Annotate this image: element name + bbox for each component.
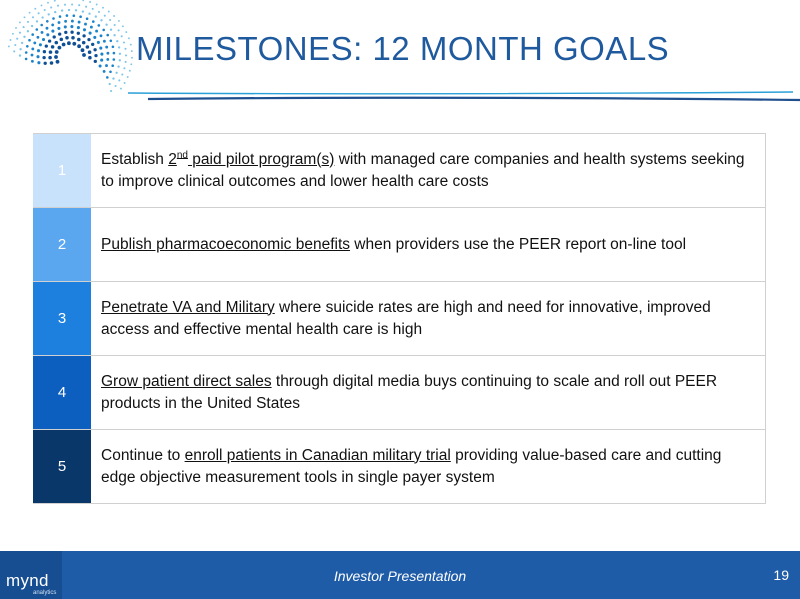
milestone-row	[33, 282, 766, 356]
logo-dot	[88, 50, 92, 54]
logo-dot	[43, 50, 46, 53]
logo-dot	[46, 33, 49, 36]
logo-dot	[67, 41, 71, 45]
logo-dot	[84, 23, 87, 26]
logo-dot	[64, 25, 67, 28]
logo-dot	[27, 30, 29, 32]
logo-dot	[115, 85, 117, 87]
logo-dot	[110, 40, 113, 43]
logo-dot	[28, 39, 31, 42]
logo-dot	[46, 20, 49, 23]
logo-dot	[44, 62, 47, 65]
logo-dot	[118, 20, 120, 22]
logo-dot	[41, 31, 44, 34]
logo-dot	[29, 12, 31, 14]
logo-dot	[50, 61, 54, 65]
logo-dot	[45, 44, 48, 47]
footer-label: Investor Presentation	[333, 568, 467, 584]
page-number: 19	[773, 567, 789, 583]
milestones-table	[33, 133, 766, 504]
logo-dot	[93, 48, 96, 51]
logo-dot	[106, 58, 109, 61]
logo-dot	[105, 64, 108, 67]
logo-dot	[72, 42, 76, 46]
milestone-row	[33, 356, 766, 430]
logo-dot	[37, 61, 40, 64]
logo-dot	[93, 36, 96, 39]
logo-dot	[100, 53, 103, 56]
logo-dot	[26, 45, 29, 48]
logo-dot	[8, 45, 10, 47]
logo-dot	[122, 25, 124, 27]
logo-dot	[33, 41, 36, 44]
logo-dot	[23, 36, 25, 38]
logo-dot	[75, 9, 77, 11]
logo-dot	[121, 73, 123, 75]
logo-dot	[12, 33, 14, 35]
logo-dot	[89, 32, 92, 35]
logo-dot	[78, 21, 81, 24]
logo-dot	[109, 83, 111, 85]
logo-dot	[64, 4, 66, 6]
logo-dot	[25, 51, 28, 54]
logo-dot	[99, 47, 102, 50]
logo-dot	[131, 57, 133, 59]
logo-dot	[130, 63, 132, 65]
logo-dot	[94, 54, 97, 57]
logo-dot	[55, 41, 59, 45]
dotted-swirl-logo-icon	[0, 0, 135, 92]
logo-dot	[112, 46, 115, 49]
footer-bar	[0, 551, 800, 599]
logo-dot	[82, 41, 86, 45]
logo-dot	[114, 24, 116, 26]
logo-dot	[85, 6, 87, 8]
milestone-text	[91, 208, 766, 281]
logo-dot	[77, 38, 81, 42]
logo-dot	[100, 59, 103, 62]
milestone-number: 3	[33, 282, 91, 355]
logo-dot	[54, 55, 58, 59]
logo-dot	[51, 30, 54, 33]
logo-dot	[42, 56, 45, 59]
milestone-highlight: paid pilot program(s)	[187, 150, 335, 168]
logo-dot	[73, 14, 76, 17]
logo-dot	[77, 26, 80, 29]
logo-dot	[118, 79, 120, 81]
logo-dot	[19, 32, 21, 34]
logo-dot	[105, 46, 108, 49]
logo-dot	[113, 15, 115, 17]
milestone-highlight: nd	[176, 149, 188, 161]
logo-dot	[64, 20, 67, 23]
logo-dot	[48, 39, 51, 42]
logo-dot	[47, 2, 49, 4]
logo-dot	[103, 70, 106, 73]
logo-dot	[51, 45, 55, 49]
logo-dot	[61, 9, 63, 11]
logo-dot	[58, 46, 62, 50]
logo-dot	[97, 41, 100, 44]
logo-dot	[100, 34, 103, 37]
logo-dot	[79, 15, 82, 18]
milestone-row	[33, 208, 766, 282]
logo-dot	[94, 60, 97, 63]
logo-dot	[31, 33, 34, 36]
milestone-text	[91, 430, 766, 503]
logo-dot	[111, 64, 114, 67]
logo-dot	[83, 28, 86, 31]
logo-dot	[88, 56, 92, 60]
logo-dot	[52, 17, 55, 20]
logo-dot	[100, 19, 102, 21]
logo-dot	[118, 46, 120, 48]
logo-dot	[88, 13, 90, 15]
logo-dot	[65, 36, 69, 40]
logo-dot	[96, 4, 98, 6]
logo-dot	[15, 27, 17, 29]
logo-dot	[10, 39, 12, 41]
logo-dot	[92, 20, 95, 23]
logo-dot	[23, 26, 25, 28]
footer-brand: mynd	[6, 571, 49, 590]
logo-dot	[60, 38, 64, 42]
logo-dot	[82, 0, 84, 1]
logo-dot	[54, 0, 56, 2]
logo-dot	[129, 70, 131, 72]
logo-dot	[34, 8, 36, 10]
milestone-text-segment: where suicide rates are high and need for innovative, improved access and effective mental health care is high	[101, 298, 711, 338]
logo-dot	[123, 41, 125, 43]
logo-dot	[82, 10, 84, 12]
logo-dot	[102, 7, 104, 9]
logo-dot	[105, 24, 107, 26]
milestone-text-segment: through digital media buys continuing to scale and roll out PEER products in the United States	[101, 372, 718, 412]
logo-dot	[53, 35, 56, 38]
milestone-text-segment: providing value-based care and cutting edge objective measurement tools in single payer system	[101, 446, 722, 486]
logo-dot	[71, 36, 75, 40]
milestone-highlight: Grow patient direct sales	[101, 372, 272, 390]
milestone-row	[33, 133, 766, 208]
logo-dot	[106, 34, 109, 37]
logo-dot	[120, 88, 122, 90]
logo-dot	[38, 12, 40, 14]
logo-dot	[77, 44, 81, 48]
logo-dot	[109, 71, 112, 74]
logo-dot	[125, 54, 127, 56]
milestone-highlight: Publish pharmacoeconomic benefits	[101, 235, 350, 253]
logo-dot	[95, 15, 97, 17]
logo-dot	[110, 29, 112, 31]
logo-dot	[119, 59, 121, 61]
logo-dot	[58, 21, 61, 24]
milestone-row	[33, 430, 766, 504]
logo-dot	[27, 21, 29, 23]
logo-dot	[99, 64, 102, 67]
logo-dot	[123, 67, 125, 69]
logo-dot	[21, 42, 23, 44]
logo-dot	[81, 48, 85, 52]
logo-dot	[112, 77, 114, 79]
logo-dot	[48, 56, 52, 60]
footer-brand-sub: analytics	[33, 590, 57, 596]
logo-dot	[50, 6, 52, 8]
logo-dot	[36, 55, 39, 58]
logo-dot	[106, 76, 109, 79]
logo-dot	[57, 27, 60, 30]
logo-dot	[31, 47, 34, 50]
logo-dot	[25, 58, 28, 61]
logo-dot	[40, 24, 43, 27]
logo-dot	[118, 29, 120, 31]
logo-dot	[36, 20, 38, 22]
logo-dot	[128, 37, 130, 39]
logo-dot	[91, 43, 94, 46]
logo-dot	[19, 21, 21, 23]
logo-dot	[59, 15, 62, 18]
logo-dot	[90, 26, 93, 29]
logo-dot	[70, 25, 73, 28]
logo-dot	[113, 52, 116, 55]
milestone-text-segment: with managed care companies and health systems seeking to improve clinical outcomes and lower health care costs	[101, 150, 745, 190]
logo-dot	[121, 35, 123, 37]
logo-dot	[31, 25, 33, 27]
logo-dot	[66, 14, 69, 17]
logo-dot	[86, 45, 90, 49]
logo-dot	[113, 58, 116, 61]
logo-dot	[108, 11, 110, 13]
logo-dot	[86, 17, 89, 20]
logo-dot	[127, 76, 129, 78]
logo-dot	[77, 32, 80, 35]
milestone-number: 5	[33, 430, 91, 503]
logo-dot	[78, 4, 80, 6]
logo-dot	[82, 53, 86, 57]
title-underline-divider	[128, 86, 800, 106]
logo-dot	[54, 11, 56, 13]
logo-dot	[115, 72, 117, 74]
logo-dot	[32, 16, 34, 18]
logo-dot	[130, 44, 132, 46]
logo-dot	[41, 4, 43, 6]
logo-dot	[48, 13, 50, 15]
milestone-text	[91, 282, 766, 355]
logo-dot	[42, 38, 45, 41]
milestone-highlight: 2	[168, 150, 177, 168]
milestone-number: 2	[33, 208, 91, 281]
logo-dot	[31, 60, 34, 63]
logo-dot	[57, 5, 59, 7]
logo-dot	[125, 61, 127, 63]
logo-dot	[19, 54, 21, 56]
logo-dot	[82, 34, 85, 37]
logo-dot	[125, 31, 127, 33]
logo-dot	[71, 3, 73, 5]
logo-dot	[31, 54, 34, 57]
milestone-highlight: enroll patients in Canadian military trial	[184, 446, 451, 464]
logo-dot	[64, 31, 67, 34]
logo-dot	[113, 34, 115, 36]
logo-dot	[103, 40, 106, 43]
milestone-text	[91, 134, 766, 207]
logo-dot	[51, 23, 54, 26]
logo-dot	[19, 48, 21, 50]
logo-dot	[37, 49, 40, 52]
logo-dot	[49, 50, 53, 54]
logo-dot	[58, 32, 61, 35]
logo-dot	[92, 8, 94, 10]
logo-dot	[102, 29, 105, 32]
logo-dot	[14, 44, 16, 46]
logo-dot	[109, 19, 111, 21]
logo-dot	[16, 38, 18, 40]
logo-dot	[116, 40, 118, 42]
logo-dot	[68, 9, 70, 11]
logo-dot	[62, 43, 66, 47]
logo-dot	[41, 16, 43, 18]
logo-dot	[110, 90, 112, 92]
milestone-text	[91, 356, 766, 429]
logo-dot	[131, 50, 133, 52]
logo-dot	[36, 36, 39, 39]
logo-dot	[98, 24, 101, 27]
logo-dot	[119, 53, 121, 55]
milestone-text-segment: Establish	[101, 150, 169, 168]
logo-dot	[46, 27, 49, 30]
milestone-text-segment: Continue to	[101, 446, 185, 464]
logo-dot	[89, 1, 91, 3]
milestone-highlight: Penetrate VA and Military	[101, 298, 275, 316]
logo-dot	[106, 52, 109, 55]
logo-dot	[104, 15, 106, 17]
logo-dot	[56, 60, 60, 64]
logo-dot	[124, 48, 126, 50]
milestone-text-segment: when providers use the PEER report on-line tool	[350, 235, 687, 253]
logo-dot	[95, 30, 98, 33]
page-title: MILESTONES: 12 MONTH GOALS	[136, 30, 670, 67]
logo-dot	[36, 28, 39, 31]
logo-dot	[70, 31, 73, 34]
logo-dot	[87, 38, 90, 41]
logo-dot	[44, 9, 46, 11]
logo-dot	[55, 50, 59, 54]
milestone-number: 1	[33, 134, 91, 207]
logo-dot	[13, 50, 15, 52]
milestone-number: 4	[33, 356, 91, 429]
logo-dot	[39, 43, 42, 46]
logo-dot	[71, 20, 74, 23]
logo-dot	[24, 16, 26, 18]
logo-dot	[117, 65, 119, 67]
logo-dot	[98, 11, 100, 13]
logo-dot	[124, 82, 126, 84]
